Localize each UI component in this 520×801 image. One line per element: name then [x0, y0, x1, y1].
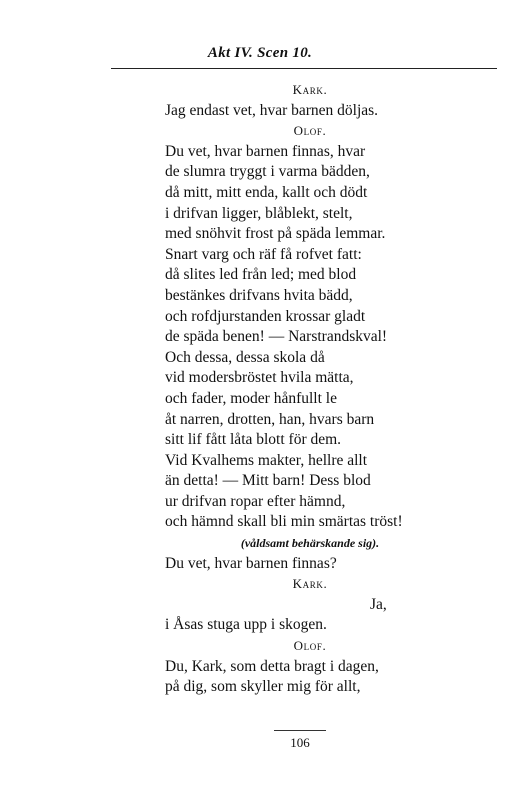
verse-line: i Åsas stuga upp i skogen.: [165, 616, 327, 634]
verse-line: Du, Kark, som detta bragt i dagen,: [165, 657, 379, 675]
running-head: Akt IV. Scen 10.: [207, 45, 313, 61]
verse-line: de slumra tryggt i varma bädden,: [165, 163, 370, 181]
verse-line: Jag endast vet, hvar barnen döljas.: [165, 101, 379, 119]
page-number: 106: [290, 735, 310, 750]
verse-line: och fader, moder hånfullt le: [165, 389, 337, 407]
verse-line: då slites led från led; med blod: [165, 266, 357, 284]
play-text: [165, 80, 455, 698]
verse-line: i drifvan ligger, blåblekt, stelt,: [165, 204, 353, 222]
verse-line: vid modersbröstet hvila mätta,: [165, 369, 354, 387]
verse-line: Och dessa, dessa skola då: [165, 348, 325, 366]
speaker-name: Kark.: [292, 576, 328, 592]
verse-line: bestänkes drifvans hvita bädd,: [165, 286, 353, 304]
verse-line: och rofdjurstanden krossar gladt: [165, 307, 366, 325]
verse-line: Du vet, hvar barnen finnas, hvar: [165, 142, 366, 160]
verse-line: Du vet, hvar barnen finnas?: [165, 554, 337, 572]
speaker-name: Kark.: [292, 82, 328, 97]
page-number-rule: [274, 730, 326, 731]
header-rule: [111, 68, 497, 69]
verse-line: åt narren, drotten, han, hvars barn: [165, 410, 375, 428]
verse-line: på dig, som skyller mig för allt,: [165, 678, 361, 696]
speaker-name: Olof.: [293, 123, 327, 139]
verse-line: de späda benen! — Narstrandskval!: [165, 328, 388, 346]
verse-line: då mitt, mitt enda, kallt och dödt: [165, 183, 368, 201]
verse-line: och hämnd skall bli min smärtas tröst!: [165, 513, 403, 531]
verse-line: Snart varg och räf få rofvet fatt:: [165, 245, 362, 263]
stage-direction: (våldsamt behärskande sig).: [240, 536, 380, 551]
speaker-name: Olof.: [293, 638, 327, 654]
verse-line: med snöhvit frost på späda lemmar.: [165, 225, 386, 243]
verse-line: Vid Kvalhems makter, hellre allt: [165, 451, 368, 469]
verse-line: än detta! — Mitt barn! Dess blod: [165, 472, 371, 490]
verse-line: sitt lif fått låta blott för dem.: [165, 431, 342, 449]
verse-line: Ja,: [370, 595, 387, 613]
verse-line: ur drifvan ropar efter hämnd,: [165, 492, 346, 510]
